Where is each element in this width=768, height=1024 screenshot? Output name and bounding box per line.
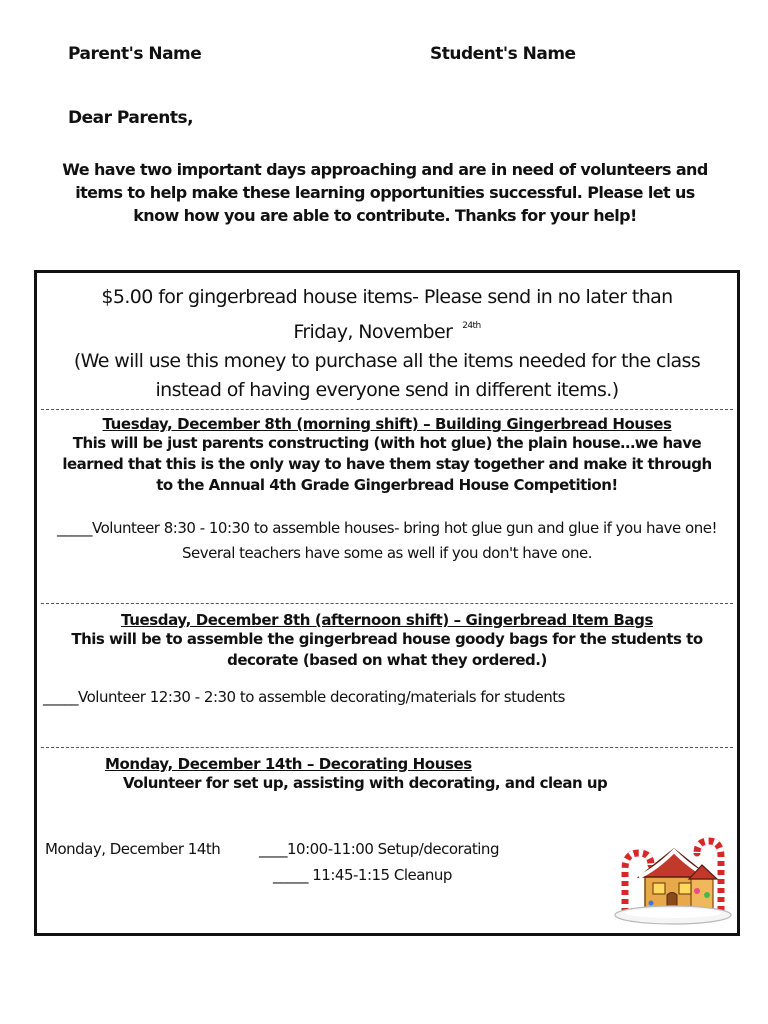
afternoon-shift-section [37,611,737,710]
decorating-description: Volunteer for set up, assisting with decorating, and clean up [123,774,608,792]
morning-shift-title: Tuesday, December 8th (morning shift) – Building Gingerbread Houses [102,415,672,433]
decorating-title: Monday, December 14th – Decorating Houses [105,755,472,773]
greeting: Dear Parents, [68,108,194,128]
money-deadline-day: 24th [462,321,481,331]
morning-shift-section [37,415,737,566]
decorating-section [37,755,737,794]
decorating-slot-setup[interactable]: ____10:00-11:00 Setup/decorating [259,840,499,858]
signup-form-box [34,270,740,936]
decorating-day-label: Monday, December 14th [45,840,221,858]
divider [41,409,733,410]
afternoon-shift-title: Tuesday, December 8th (afternoon shift) – Gingerbread Item Bags [121,611,653,629]
afternoon-volunteer-line[interactable]: _____Volunteer 12:30 - 2:30 to assemble decorating/materials for students [43,688,565,706]
money-section [37,283,737,405]
money-line-2 [41,312,733,347]
divider [41,603,733,604]
money-line-1: $5.00 for gingerbread house items- Please send in no later than [101,286,673,308]
divider [41,747,733,748]
money-deadline: Friday, November [293,321,453,343]
decorating-slot-cleanup[interactable]: _____ 11:45-1:15 Cleanup [273,866,452,884]
money-note: (We will use this money to purchase all the items needed for the class instead of having everyone send in different items.) [73,350,701,401]
morning-volunteer-line[interactable]: _____Volunteer 8:30 - 10:30 to assemble houses- bring hot glue gun and glue if you have one! Several teachers have some as well if you don't have one. [57,519,717,562]
gingerbread-house-clipart [611,829,735,927]
parent-name-label: Parent's Name [68,44,202,64]
intro-paragraph: We have two important days approaching and are in need of volunteers and items to help make these learning opportunities successful. Please let us know how you are able to contribute. Thanks for your help! [62,160,708,225]
student-name-label: Student's Name [430,44,576,64]
afternoon-shift-description: This will be to assemble the gingerbread house goody bags for the students to decorate (based on what they ordered.) [71,630,703,669]
morning-shift-description: This will be just parents constructing (with hot glue) the plain house…we have learned that this is the only way to have them stay together and make it through to the Annual 4th Grade Gingerbread House Competition! [62,434,712,494]
